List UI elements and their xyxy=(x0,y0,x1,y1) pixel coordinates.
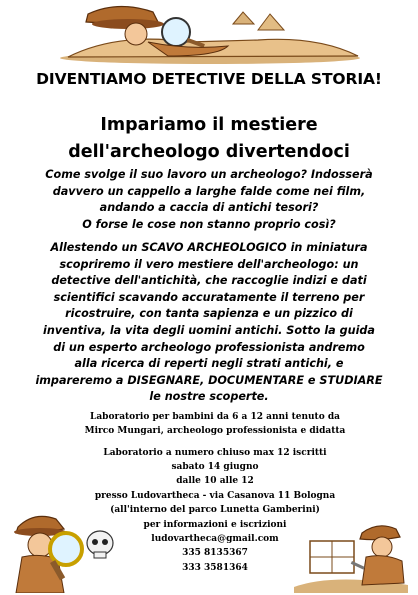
intro-line: davvero un cappello a larghe falde come nei film, xyxy=(52,184,366,198)
detective-digging-illustration xyxy=(292,515,410,593)
description-line: inventiva, la vita degli uomini antichi. Sotto la guida xyxy=(43,323,375,337)
subtitle-line: Impariamo il mestiere xyxy=(100,115,318,135)
description-paragraph xyxy=(20,240,398,406)
intro-line: O forse le cose non stanno proprio così? xyxy=(82,217,336,231)
description-line: scientifici scavando accuratamente il terreno per xyxy=(53,290,365,304)
event-details-line: sabato 14 giugno xyxy=(171,462,259,473)
subtitle-line: dell'archeologo divertendoci xyxy=(68,142,350,162)
page-title: DIVENTIAMO DETECTIVE DELLA STORIA! xyxy=(36,70,382,88)
event-details-line: dalle 10 alle 12 xyxy=(176,476,254,487)
lab-info-line: Laboratorio per bambini da 6 a 12 anni tenuto da xyxy=(90,412,340,422)
subtitle xyxy=(0,112,418,166)
event-details-line: presso Ludovartheca - via Casanova 11 Bologna xyxy=(94,490,336,501)
description-line: le nostre scoperte. xyxy=(149,390,269,404)
lab-info-line: Mirco Mungari, archeologo professionista e didatta xyxy=(84,426,346,437)
intro-paragraph xyxy=(20,167,398,233)
description-line: detective dell'antichità, che raccoglie indizi e dati xyxy=(51,274,367,288)
event-details-line: (all'interno del parco Lunetta Gamberini) xyxy=(110,504,320,515)
detective-skull-illustration xyxy=(4,505,122,593)
description-line: impareremo a DISEGNARE, DOCUMENTARE e STUDIARE xyxy=(35,373,383,387)
description-line: ricostruire, con tanta sapienza e un pizzico di xyxy=(65,307,353,321)
description-line: alla ricerca di reperti negli strati antichi, e xyxy=(74,357,344,371)
contacts-line: per informazioni e iscrizioni xyxy=(143,520,287,530)
event-details-line: Laboratorio a numero chiuso max 12 iscritti xyxy=(103,448,327,458)
contact-phone: 335 8135367 xyxy=(182,548,248,559)
contact-phone: 333 3581364 xyxy=(182,562,248,573)
description-line: Allestendo un SCAVO ARCHEOLOGICO in miniatura xyxy=(50,241,368,254)
description-line: di un esperto archeologo professionista andremo xyxy=(53,340,365,354)
detective-lying-illustration xyxy=(58,2,363,64)
intro-line: Come svolge il suo lavoro un archeologo? Indosserà xyxy=(45,168,373,181)
intro-line: andando a caccia di antichi tesori? xyxy=(99,201,319,215)
description-line: scopriremo il vero mestiere dell'archeologo: un xyxy=(59,257,359,271)
lab-info xyxy=(60,410,370,438)
contact-email: ludovartheca@gmail.com xyxy=(151,534,279,545)
